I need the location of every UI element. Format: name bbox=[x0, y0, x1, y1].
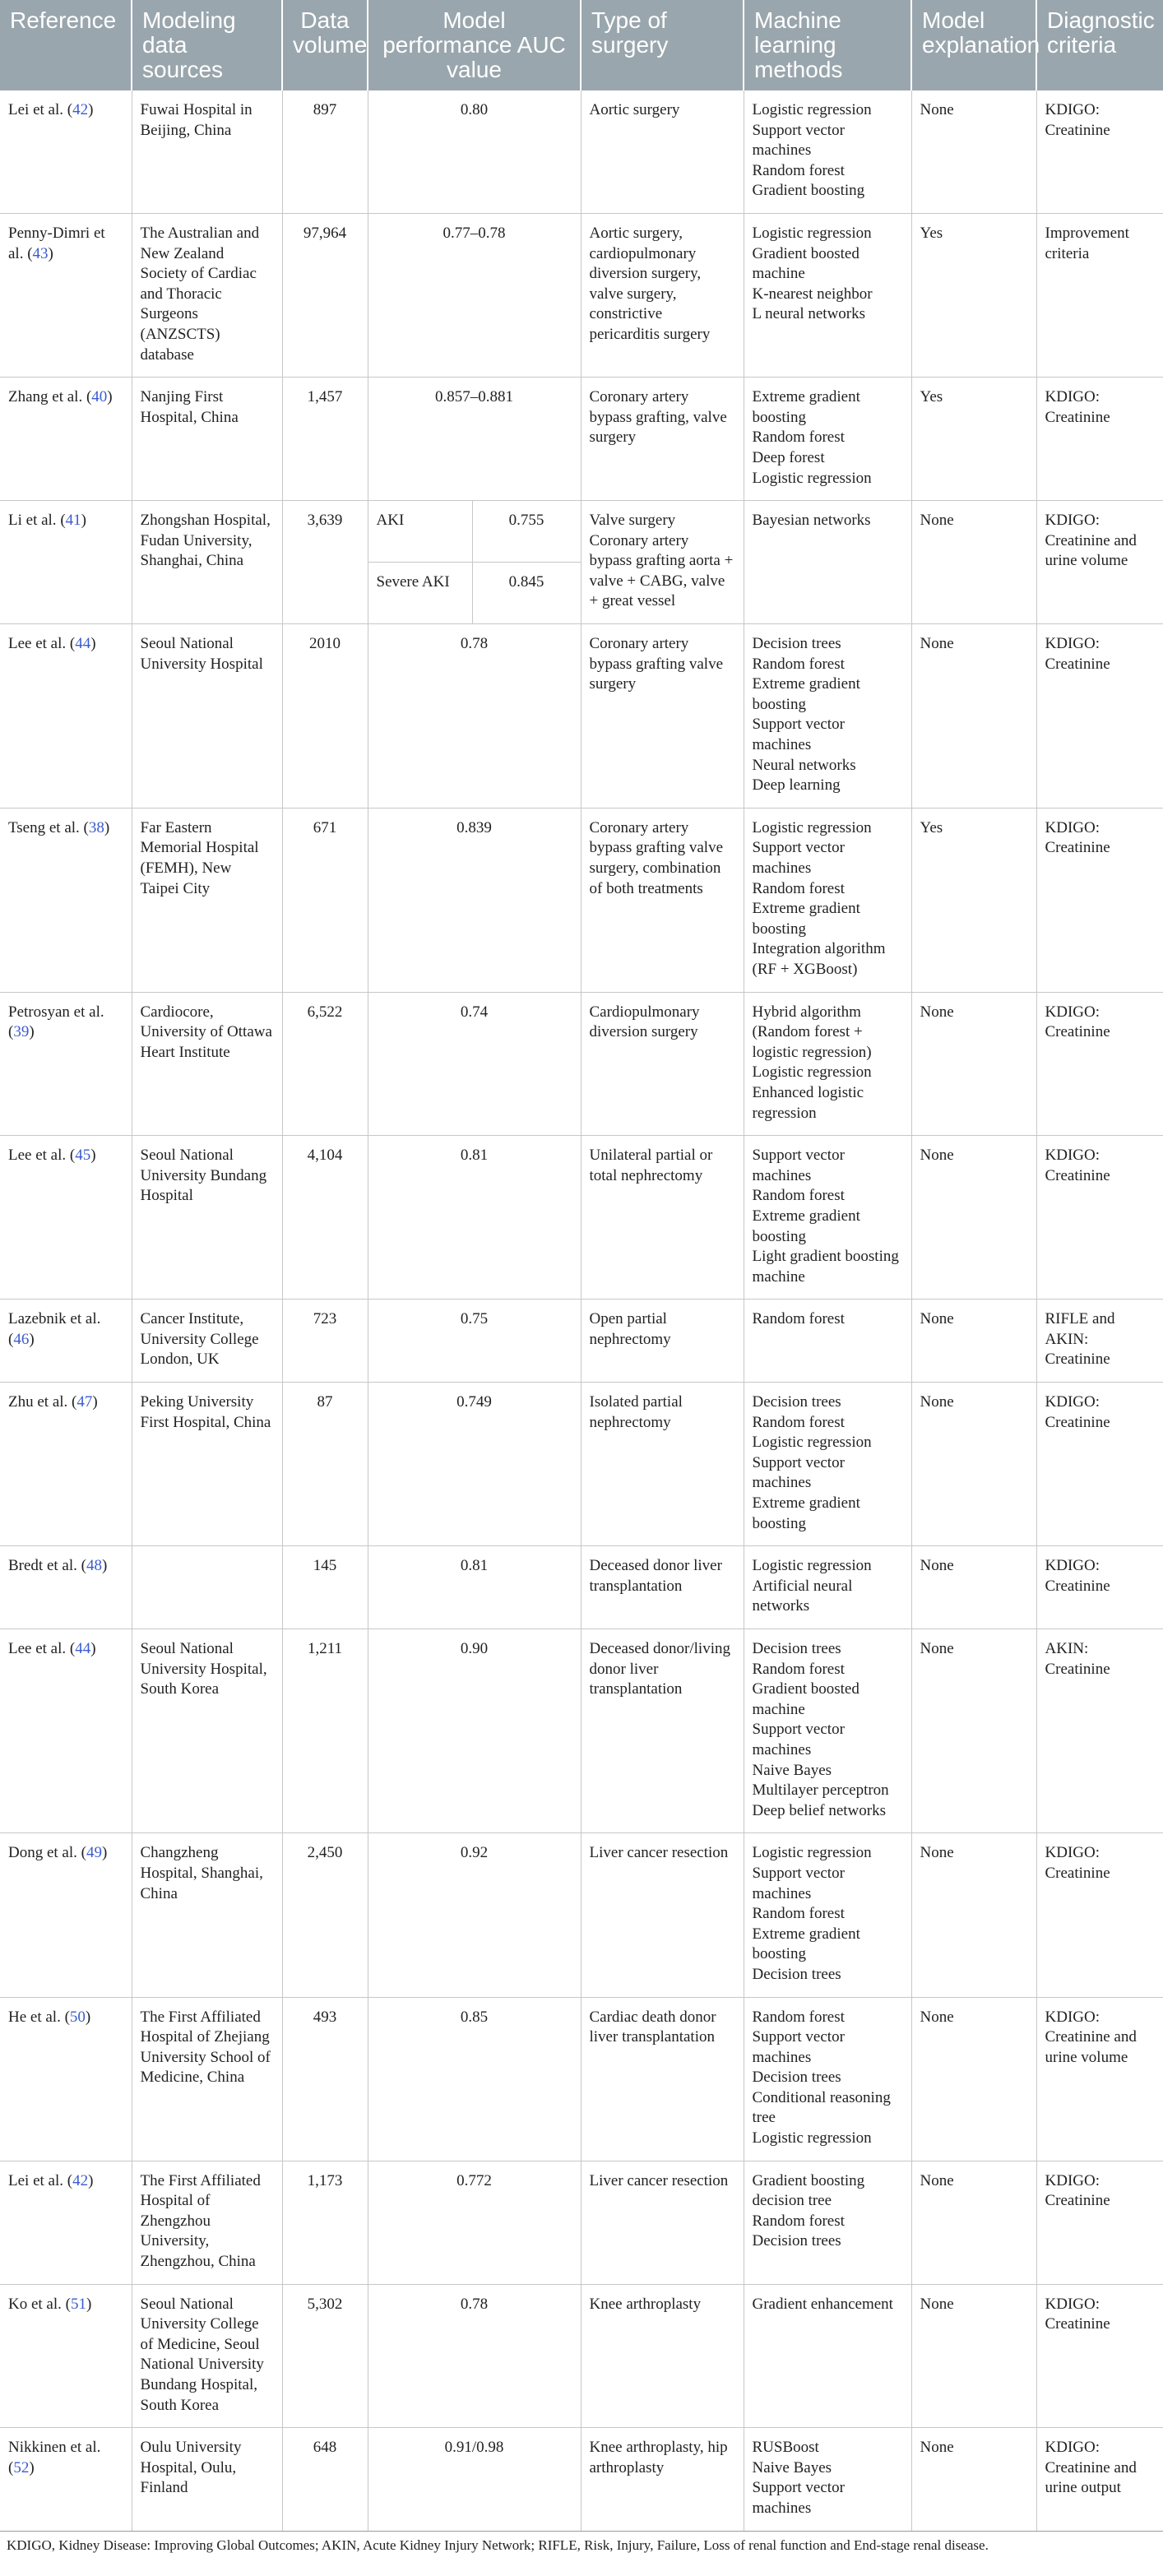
ml-methods-cell bbox=[744, 1546, 911, 1629]
model-explanation-cell: None bbox=[911, 501, 1036, 624]
reference-author: He et al. bbox=[8, 2008, 61, 2026]
reference-link[interactable]: 48 bbox=[86, 1557, 102, 1575]
ml-method-item: Support vector machines bbox=[752, 2028, 845, 2066]
auc-subvalue: 0.755 bbox=[472, 501, 581, 563]
reference-link[interactable]: 47 bbox=[76, 1393, 93, 1411]
auc-cell: 0.81 bbox=[368, 1136, 581, 1300]
auc-subvalue: 0.845 bbox=[472, 563, 581, 624]
ml-method-item: Support vector machines bbox=[752, 1453, 845, 1492]
ml-method-item: Integration algorithm (RF + XGBoost) bbox=[752, 940, 886, 978]
table-header-row bbox=[0, 0, 1163, 90]
diagnostic-criteria-cell: RIFLE and AKIN: Creatinine bbox=[1036, 1300, 1163, 1383]
data-volume-cell: 5,302 bbox=[282, 2284, 368, 2428]
ml-method-item: Neural networks bbox=[752, 756, 856, 774]
data-source-cell: Seoul National University Bundang Hospital bbox=[132, 1136, 282, 1300]
surgery-type-cell: Isolated partial nephrectomy bbox=[581, 1383, 744, 1546]
header-surgery-type: Type of surgery bbox=[581, 0, 744, 90]
auc-sublabel: AKI bbox=[368, 501, 472, 563]
ml-methods-cell bbox=[744, 1300, 911, 1383]
diagnostic-criteria-cell: KDIGO: Creatinine bbox=[1036, 992, 1163, 1136]
reference-link[interactable]: 41 bbox=[65, 512, 81, 530]
data-source-cell: The Australian and New Zealand Society of Cardiac and Thoracic Surgeons (ANZSCTS) database bbox=[132, 213, 282, 377]
data-volume-cell: 2010 bbox=[282, 624, 368, 808]
auc-cell: 0.75 bbox=[368, 1300, 581, 1383]
reference-link[interactable]: 51 bbox=[70, 2295, 86, 2313]
diagnostic-criteria-cell: KDIGO: Creatinine and urine volume bbox=[1036, 501, 1163, 624]
data-volume-cell: 6,522 bbox=[282, 992, 368, 1136]
diagnostic-criteria-cell: KDIGO: Creatinine bbox=[1036, 1136, 1163, 1300]
model-explanation-cell: None bbox=[911, 90, 1036, 213]
ml-method-item: Extreme gradient boosting bbox=[752, 675, 860, 713]
reference-author: Lee et al. bbox=[8, 1640, 67, 1657]
data-source-cell: Fuwai Hospital in Beijing, China bbox=[132, 90, 282, 213]
ml-method-item: Gradient boosting bbox=[752, 182, 865, 200]
model-explanation-cell: Yes bbox=[911, 378, 1036, 501]
table-row bbox=[0, 808, 1163, 992]
ml-method-item: Gradient boosted machine bbox=[752, 1680, 860, 1718]
diagnostic-criteria-cell: KDIGO: Creatinine bbox=[1036, 1833, 1163, 1997]
reference-cell: Tseng et al. (38) bbox=[0, 808, 132, 992]
reference-cell: Lazebnik et al. (46) bbox=[0, 1300, 132, 1383]
reference-cell: Zhu et al. (47) bbox=[0, 1383, 132, 1546]
table-row bbox=[0, 1546, 1163, 1629]
header-reference: Reference bbox=[0, 0, 132, 90]
ml-method-item: Logistic regression bbox=[752, 1844, 872, 1862]
ml-method-item: Support vector machines bbox=[752, 839, 845, 877]
ml-method-item: Extreme gradient boosting bbox=[752, 1494, 860, 1532]
model-explanation-cell: None bbox=[911, 1546, 1036, 1629]
table-row bbox=[0, 1300, 1163, 1383]
table-row bbox=[0, 992, 1163, 1136]
table-body bbox=[0, 90, 1163, 2531]
reference-link[interactable]: 42 bbox=[72, 101, 89, 118]
ml-methods-cell bbox=[744, 2161, 911, 2284]
ml-methods-cell bbox=[744, 501, 911, 624]
data-source-cell: Seoul National University Hospital bbox=[132, 624, 282, 808]
ml-method-item: Support vector machines bbox=[752, 1864, 845, 1902]
data-source-cell: Seoul National University College of Medicine, Seoul National University Bundang Hospital, South Korea bbox=[132, 2284, 282, 2428]
ml-method-item: Random forest bbox=[752, 655, 845, 673]
reference-cell: Nikkinen et al. (52) bbox=[0, 2428, 132, 2531]
ml-method-item: Random forest bbox=[752, 1187, 845, 1205]
reference-author: Zhang et al. bbox=[8, 388, 83, 406]
reference-link[interactable]: 49 bbox=[86, 1844, 102, 1862]
data-volume-cell: 897 bbox=[282, 90, 368, 213]
model-explanation-cell: None bbox=[911, 1300, 1036, 1383]
surgery-type-cell: Deceased donor liver transplantation bbox=[581, 1546, 744, 1629]
surgery-type-cell: Open partial nephrectomy bbox=[581, 1300, 744, 1383]
ml-method-item: Support vector machines bbox=[752, 1147, 845, 1184]
reference-author: Petrosyan et al. bbox=[8, 1003, 104, 1021]
auc-cell: 0.92 bbox=[368, 1833, 581, 1997]
ml-method-item: Random forest bbox=[752, 1660, 845, 1678]
header-auc: Model performance AUC value bbox=[368, 0, 581, 90]
data-source-cell: Nanjing First Hospital, China bbox=[132, 378, 282, 501]
reference-link[interactable]: 40 bbox=[91, 388, 108, 406]
surgery-type-cell: Coronary artery bypass grafting, valve surgery bbox=[581, 378, 744, 501]
reference-author: Lee et al. bbox=[8, 635, 67, 653]
reference-author: Zhu et al. bbox=[8, 1393, 68, 1411]
ml-method-item: Artificial neural networks bbox=[752, 1577, 853, 1615]
reference-link[interactable]: 38 bbox=[88, 818, 104, 836]
ml-method-item: Logistic regression bbox=[752, 469, 872, 487]
ml-methods-cell bbox=[744, 213, 911, 377]
table-row bbox=[0, 1629, 1163, 1833]
ml-method-item: Extreme gradient boosting bbox=[752, 1207, 860, 1245]
ml-method-item: Multilayer perceptron bbox=[752, 1781, 889, 1800]
model-explanation-cell: Yes bbox=[911, 808, 1036, 992]
table-row bbox=[0, 213, 1163, 377]
reference-author: Tseng et al. bbox=[8, 818, 80, 836]
reference-cell: Zhang et al. (40) bbox=[0, 378, 132, 501]
ml-method-item: Logistic regression bbox=[752, 101, 872, 118]
data-volume-cell: 723 bbox=[282, 1300, 368, 1383]
data-volume-cell: 493 bbox=[282, 1997, 368, 2161]
surgery-type-cell: Deceased donor/living donor liver transplantation bbox=[581, 1629, 744, 1833]
auc-cell: 0.78 bbox=[368, 2284, 581, 2428]
header-ml-methods: Machine learning methods bbox=[744, 0, 911, 90]
ml-method-item: Random forest bbox=[752, 429, 845, 447]
auc-cell: 0.77–0.78 bbox=[368, 213, 581, 377]
reference-author: Lee et al. bbox=[8, 1147, 67, 1165]
data-source-cell: Cardiocore, University of Ottawa Heart Institute bbox=[132, 992, 282, 1136]
ml-method-item: Logistic regression bbox=[752, 1063, 872, 1082]
model-explanation-cell: None bbox=[911, 2284, 1036, 2428]
reference-cell: Dong et al. (49) bbox=[0, 1833, 132, 1997]
surgery-type-cell: Liver cancer resection bbox=[581, 2161, 744, 2284]
data-volume-cell: 1,457 bbox=[282, 378, 368, 501]
diagnostic-criteria-cell: KDIGO: Creatinine bbox=[1036, 2161, 1163, 2284]
auc-cell: 0.90 bbox=[368, 1629, 581, 1833]
ml-method-item: Deep belief networks bbox=[752, 1801, 886, 1819]
diagnostic-criteria-cell: KDIGO: Creatinine and urine output bbox=[1036, 2428, 1163, 2531]
reference-cell: Lee et al. (45) bbox=[0, 1136, 132, 1300]
reference-cell: Ko et al. (51) bbox=[0, 2284, 132, 2428]
surgery-type-cell: Knee arthroplasty bbox=[581, 2284, 744, 2428]
ml-method-item: L neural networks bbox=[752, 305, 866, 323]
ml-methods-cell bbox=[744, 808, 911, 992]
reference-cell: Lei et al. (42) bbox=[0, 90, 132, 213]
auc-sublabel: Severe AKI bbox=[368, 563, 472, 624]
ml-method-item: Gradient boosted machine bbox=[752, 244, 860, 283]
table-row bbox=[0, 1136, 1163, 1300]
data-source-cell: Changzheng Hospital, Shanghai, China bbox=[132, 1833, 282, 1997]
ml-method-item: Gradient enhancement bbox=[752, 2295, 893, 2313]
ml-method-item: Logistic regression bbox=[752, 1557, 872, 1575]
ml-method-item: Naive Bayes bbox=[752, 1761, 832, 1779]
ml-method-item: Bayesian networks bbox=[752, 512, 871, 530]
reference-author: Bredt et al. bbox=[8, 1557, 77, 1575]
reference-cell: Li et al. (41) bbox=[0, 501, 132, 624]
reference-link[interactable]: 44 bbox=[75, 1640, 91, 1657]
reference-link[interactable]: 52 bbox=[13, 2458, 30, 2476]
auc-cell: 0.80 bbox=[368, 90, 581, 213]
ml-method-item: Extreme gradient boosting bbox=[752, 900, 860, 938]
ml-method-item: Deep forest bbox=[752, 448, 825, 466]
ml-methods-cell bbox=[744, 1136, 911, 1300]
surgery-type-cell: Coronary artery bypass grafting valve surgery bbox=[581, 624, 744, 808]
model-explanation-cell: None bbox=[911, 2428, 1036, 2531]
data-source-cell: The First Affiliated Hospital of Zhejiang University School of Medicine, China bbox=[132, 1997, 282, 2161]
auc-cell: 0.85 bbox=[368, 1997, 581, 2161]
surgery-type-cell: Cardiac death donor liver transplantation bbox=[581, 1997, 744, 2161]
data-source-cell: Far Eastern Memorial Hospital (FEMH), New Taipei City bbox=[132, 808, 282, 992]
table-row bbox=[0, 1997, 1163, 2161]
data-source-cell: Seoul National University Hospital, South Korea bbox=[132, 1629, 282, 1833]
reference-author: Ko et al. bbox=[8, 2295, 62, 2313]
diagnostic-criteria-cell: KDIGO: Creatinine bbox=[1036, 624, 1163, 808]
data-source-cell: Cancer Institute, University College London, UK bbox=[132, 1300, 282, 1383]
data-volume-cell: 2,450 bbox=[282, 1833, 368, 1997]
table-row bbox=[0, 378, 1163, 501]
ml-methods-cell bbox=[744, 2284, 911, 2428]
auc-cell: 0.749 bbox=[368, 1383, 581, 1546]
reference-author: Dong et al. bbox=[8, 1844, 77, 1862]
ml-method-item: Extreme gradient boosting bbox=[752, 1925, 860, 1963]
reference-author: Lei et al. bbox=[8, 101, 63, 118]
surgery-type-cell: Aortic surgery bbox=[581, 90, 744, 213]
ml-method-item: Extreme gradient boosting bbox=[752, 388, 860, 426]
model-explanation-cell: None bbox=[911, 624, 1036, 808]
data-source-cell: The First Affiliated Hospital of Zhengzhou University, Zhengzhou, China bbox=[132, 2161, 282, 2284]
data-volume-cell: 97,964 bbox=[282, 213, 368, 377]
model-explanation-cell: None bbox=[911, 1629, 1036, 1833]
ml-methods-cell bbox=[744, 378, 911, 501]
data-source-cell: Oulu University Hospital, Oulu, Finland bbox=[132, 2428, 282, 2531]
reference-link[interactable]: 45 bbox=[75, 1147, 91, 1165]
ml-method-item: Enhanced logistic regression bbox=[752, 1083, 864, 1122]
reference-link[interactable]: 42 bbox=[72, 2171, 89, 2189]
ml-methods-cell bbox=[744, 1629, 911, 1833]
ml-method-item: Random forest bbox=[752, 1310, 845, 1328]
ml-method-item: Support vector machines bbox=[752, 121, 845, 160]
diagnostic-criteria-cell: KDIGO: Creatinine bbox=[1036, 378, 1163, 501]
diagnostic-criteria-cell: KDIGO: Creatinine bbox=[1036, 90, 1163, 213]
ml-method-item: Random forest bbox=[752, 1905, 845, 1923]
ml-methods-cell bbox=[744, 2428, 911, 2531]
diagnostic-criteria-cell: KDIGO: Creatinine bbox=[1036, 1383, 1163, 1546]
auc-cell: 0.74 bbox=[368, 992, 581, 1136]
surgery-type-cell: Unilateral partial or total nephrectomy bbox=[581, 1136, 744, 1300]
auc-cell: 0.81 bbox=[368, 1546, 581, 1629]
auc-cell: 0.91/0.98 bbox=[368, 2428, 581, 2531]
model-explanation-cell: None bbox=[911, 2161, 1036, 2284]
data-volume-cell: 671 bbox=[282, 808, 368, 992]
model-explanation-cell: None bbox=[911, 1833, 1036, 1997]
ml-method-item: Random forest bbox=[752, 1413, 845, 1431]
diagnostic-criteria-cell: KDIGO: Creatinine and urine volume bbox=[1036, 1997, 1163, 2161]
auc-cell: 0.839 bbox=[368, 808, 581, 992]
surgery-type-cell: Cardiopulmonary diversion surgery bbox=[581, 992, 744, 1136]
auc-cell: 0.78 bbox=[368, 624, 581, 808]
ml-method-item: Support vector machines bbox=[752, 2479, 845, 2517]
ml-method-item: Random forest bbox=[752, 879, 845, 897]
data-volume-cell: 1,173 bbox=[282, 2161, 368, 2284]
surgery-type-cell: Liver cancer resection bbox=[581, 1833, 744, 1997]
diagnostic-criteria-cell: KDIGO: Creatinine bbox=[1036, 2284, 1163, 2428]
table-row bbox=[0, 1383, 1163, 1546]
ml-methods-cell bbox=[744, 1383, 911, 1546]
reference-cell: Penny-Dimri et al. (43) bbox=[0, 213, 132, 377]
surgery-type-cell: Valve surgery Coronary artery bypass grafting aorta + valve + CABG, valve + great vessel bbox=[581, 501, 744, 624]
header-data-volume: Data volume bbox=[282, 0, 368, 90]
header-data-sources: Modeling data sources bbox=[132, 0, 282, 90]
ml-method-item: Decision trees bbox=[752, 635, 841, 653]
data-source-cell bbox=[132, 1546, 282, 1629]
diagnostic-criteria-cell: Improvement criteria bbox=[1036, 213, 1163, 377]
reference-link[interactable]: 46 bbox=[13, 1330, 30, 1348]
diagnostic-criteria-cell: KDIGO: Creatinine bbox=[1036, 808, 1163, 992]
header-diagnostic-criteria: Diagnostic criteria bbox=[1036, 0, 1163, 90]
data-volume-cell: 4,104 bbox=[282, 1136, 368, 1300]
table-row bbox=[0, 2428, 1163, 2531]
ml-method-item: Random forest bbox=[752, 161, 845, 179]
ml-method-item: Decision trees bbox=[752, 2232, 841, 2250]
reference-cell: Lee et al. (44) bbox=[0, 1629, 132, 1833]
reference-cell: Petrosyan et al. (39) bbox=[0, 992, 132, 1136]
ml-method-item: Support vector machines bbox=[752, 1721, 845, 1758]
table-row bbox=[0, 2161, 1163, 2284]
ml-methods-cell bbox=[744, 1997, 911, 2161]
ml-method-item: Random forest bbox=[752, 2008, 845, 2026]
ml-method-item: Decision trees bbox=[752, 1965, 841, 1983]
model-explanation-cell: None bbox=[911, 1383, 1036, 1546]
reference-cell: Lee et al. (44) bbox=[0, 624, 132, 808]
data-volume-cell: 648 bbox=[282, 2428, 368, 2531]
table-row bbox=[0, 2284, 1163, 2428]
model-explanation-cell: None bbox=[911, 992, 1036, 1136]
ml-method-item: Naive Bayes bbox=[752, 2458, 832, 2476]
ml-methods-cell bbox=[744, 1833, 911, 1997]
ml-method-item: Deep learning bbox=[752, 776, 841, 795]
ml-method-item: Support vector machines bbox=[752, 716, 845, 754]
data-volume-cell: 3,639 bbox=[282, 501, 368, 624]
model-explanation-cell: Yes bbox=[911, 213, 1036, 377]
table-row bbox=[0, 501, 1163, 563]
ml-methods-cell bbox=[744, 90, 911, 213]
header-model-explanation: Model explanation bbox=[911, 0, 1036, 90]
table-row bbox=[0, 624, 1163, 808]
ml-methods-cell bbox=[744, 624, 911, 808]
ml-method-item: Hybrid algorithm (Random forest + logistic regression) bbox=[752, 1003, 872, 1061]
ml-method-item: Conditional reasoning tree bbox=[752, 2088, 891, 2127]
data-source-cell: Peking University First Hospital, China bbox=[132, 1383, 282, 1546]
reference-cell: Bredt et al. (48) bbox=[0, 1546, 132, 1629]
diagnostic-criteria-cell: AKIN: Creatinine bbox=[1036, 1629, 1163, 1833]
reference-link[interactable]: 44 bbox=[75, 635, 91, 653]
ml-method-item: Decision trees bbox=[752, 2069, 841, 2087]
reference-author: Penny-Dimri et al. bbox=[8, 224, 105, 262]
ml-method-item: Logistic regression bbox=[752, 1434, 872, 1452]
model-explanation-cell: None bbox=[911, 1997, 1036, 2161]
ml-method-item: Logistic regression bbox=[752, 224, 872, 242]
ml-method-item: Light gradient boosting machine bbox=[752, 1248, 899, 1286]
data-volume-cell: 145 bbox=[282, 1546, 368, 1629]
surgery-type-cell: Coronary artery bypass grafting valve surgery, combination of both treatments bbox=[581, 808, 744, 992]
reference-author: Li et al. bbox=[8, 512, 57, 530]
data-volume-cell: 87 bbox=[282, 1383, 368, 1546]
table-row bbox=[0, 1833, 1163, 1997]
reference-link[interactable]: 43 bbox=[32, 244, 49, 262]
ml-method-item: K-nearest neighbor bbox=[752, 285, 873, 303]
data-volume-cell: 1,211 bbox=[282, 1629, 368, 1833]
reference-link[interactable]: 39 bbox=[13, 1023, 30, 1041]
auc-cell: 0.772 bbox=[368, 2161, 581, 2284]
reference-author: Nikkinen et al. bbox=[8, 2439, 101, 2457]
ml-method-item: RUSBoost bbox=[752, 2439, 819, 2457]
ml-methods-cell bbox=[744, 992, 911, 1136]
surgery-type-cell: Aortic surgery, cardiopulmonary diversion surgery, valve surgery, constrictive pericarditis surgery bbox=[581, 213, 744, 377]
diagnostic-criteria-cell: KDIGO: Creatinine bbox=[1036, 1546, 1163, 1629]
table-row bbox=[0, 90, 1163, 213]
auc-cell: 0.857–0.881 bbox=[368, 378, 581, 501]
ml-method-item: Random forest bbox=[752, 2212, 845, 2230]
reference-author: Lazebnik et al. bbox=[8, 1310, 101, 1328]
reference-cell: He et al. (50) bbox=[0, 1997, 132, 2161]
surgery-type-cell: Knee arthroplasty, hip arthroplasty bbox=[581, 2428, 744, 2531]
reference-cell: Lei et al. (42) bbox=[0, 2161, 132, 2284]
model-explanation-cell: None bbox=[911, 1136, 1036, 1300]
table-footnote: KDIGO, Kidney Disease: Improving Global Outcomes; AKIN, Acute Kidney Injury Network; RIFLE, Risk, Injury, Failure, Loss of renal function and End-stage renal disease. bbox=[7, 2537, 989, 2553]
data-source-cell: Zhongshan Hospital, Fudan University, Shanghai, China bbox=[132, 501, 282, 624]
reference-link[interactable]: 50 bbox=[69, 2008, 86, 2026]
ml-method-item: Decision trees bbox=[752, 1640, 841, 1657]
ml-method-item: Decision trees bbox=[752, 1393, 841, 1411]
ml-method-item: Logistic regression bbox=[752, 2129, 872, 2147]
ml-method-item: Gradient boosting decision tree bbox=[752, 2171, 865, 2210]
ml-method-item: Logistic regression bbox=[752, 818, 872, 836]
reference-author: Lei et al. bbox=[8, 2171, 63, 2189]
